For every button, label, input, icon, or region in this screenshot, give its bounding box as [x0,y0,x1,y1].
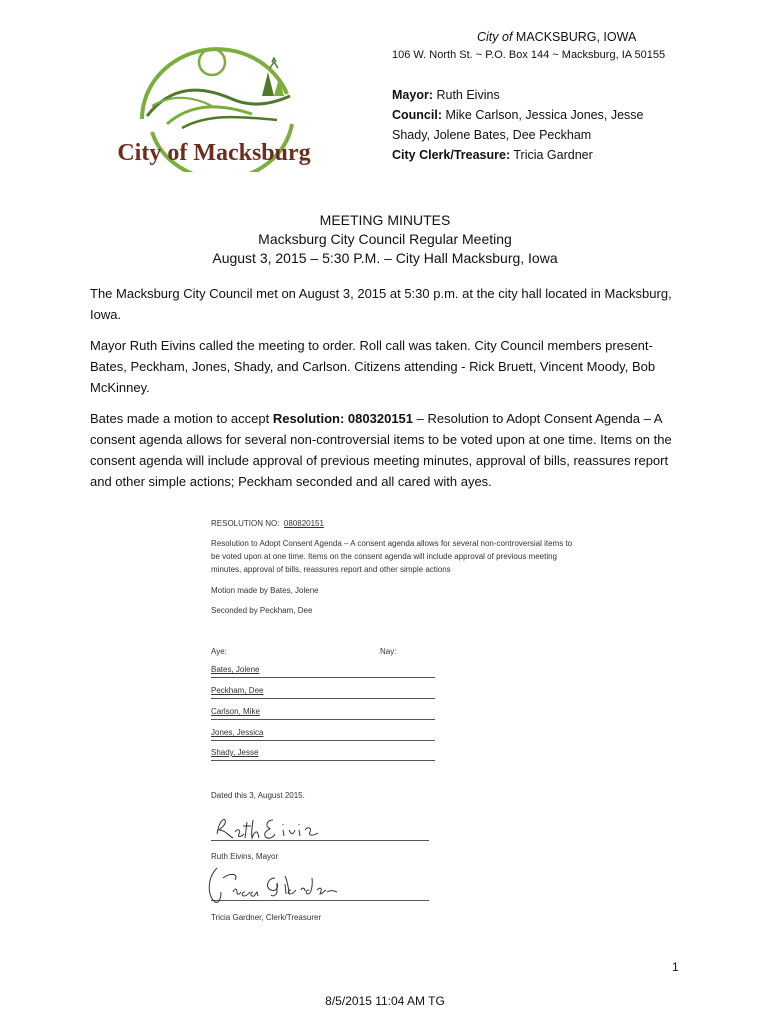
paragraph-meeting-location: The Macksburg City Council met on August 3, 2015 at 5:30 p.m. at the city hall located in Macksburg, Iowa. [90,286,672,322]
resolution-label: RESOLUTION NO: [211,519,280,528]
resolution-heading [211,519,324,528]
clerk-label: City Clerk/Treasure: [392,148,511,162]
clerk-signature-caption: Tricia Gardner, Clerk/Treasurer [211,913,322,922]
voter-line [211,686,435,699]
resolution-number: Resolution: 080320151 [272,411,414,426]
page-number: 1 [672,960,679,974]
city-heading [392,30,692,44]
footer-timestamp: 8/5/2015 11:04 AM TG [325,994,445,1008]
nay-label: Nay: [380,647,397,656]
resolution-desc-1: Resolution to Adopt Consent Agenda – A consent agenda allows for several non-controversial items to [211,539,573,548]
motion-text-post: – Resolution to Adopt Consent Agenda – A consent agenda allows for several non-controversial items to be voted upon at one time. Items on the consent agenda will include approval of previous meeting minutes, approval of bills, reassures report and other simple actions; Peckham seconded and all cared with ayes. [90,411,672,489]
council-value: Mike Carlson, Jessica Jones, Jesse Shady, Jolene Bates, Dee Peckham [392,108,644,142]
council-line [392,105,682,145]
voter-name: Carlson, Mike [211,707,260,716]
city-logo [112,24,317,172]
council-label: Council: [392,108,442,122]
title-line-2: Macksburg City Council Regular Meeting [258,231,512,247]
city-name: MACKSBURG, IOWA [515,30,637,44]
seconded-by: Seconded by Peckham, Dee [211,606,313,615]
title-line-1: MEETING MINUTES [319,212,451,228]
voter-name: Shady, Jesse [211,748,259,757]
voter-name: Bates, Jolene [211,665,260,674]
logo-text: City of Macksburg [117,140,311,166]
mayor-label: Mayor: [392,88,433,102]
motion-text-pre: Bates made a motion to accept [90,411,273,426]
minutes-title [0,211,770,268]
scanned-resolution [205,510,585,930]
mayor-signature-caption: Ruth Eivins, Mayor [211,852,279,861]
city-address: 106 W. North St. ~ P.O. Box 144 ~ Macksburg, IA 50155 [392,49,666,61]
aye-label: Aye: [211,647,227,656]
paragraph-resolution-motion [90,408,675,492]
mayor-signature [213,812,333,842]
clerk-value: Tricia Gardner [513,148,593,162]
voter-line [211,707,435,720]
resolution-no: 080820151 [283,519,324,528]
voter-name: Jones, Jessica [211,728,264,737]
resolution-desc-2: be voted upon at one time. Items on the consent agenda will include approval of previous meeting [211,552,557,561]
dated-line: Dated this 3, August 2015. [211,791,305,800]
title-line-3: August 3, 2015 – 5:30 P.M. – City Hall Macksburg, Iowa [212,250,558,266]
tree-icon [262,72,274,96]
clerk-line [392,145,593,165]
sun-icon [199,49,225,75]
paragraph-roll-call: Mayor Ruth Eivins called the meeting to order. Roll call was taken. City Council members present- Bates, Peckham, Jones, Shady, and Carlson. Citizens attending - Rick Bruett, Vincent Moody, Bob McKinney. [90,338,656,395]
voter-line [211,665,435,678]
mayor-line [392,85,500,105]
voter-name: Peckham, Dee [211,686,264,695]
voter-line [211,748,435,761]
resolution-desc-3: minutes, approval of bills, reassures report and other simple actions [211,565,451,574]
clerk-signature [205,862,355,907]
mayor-value: Ruth Eivins [436,88,500,102]
city-prefix: City of [477,30,513,44]
motion-by: Motion made by Bates, Jolene [211,586,319,595]
voter-line [211,728,435,741]
